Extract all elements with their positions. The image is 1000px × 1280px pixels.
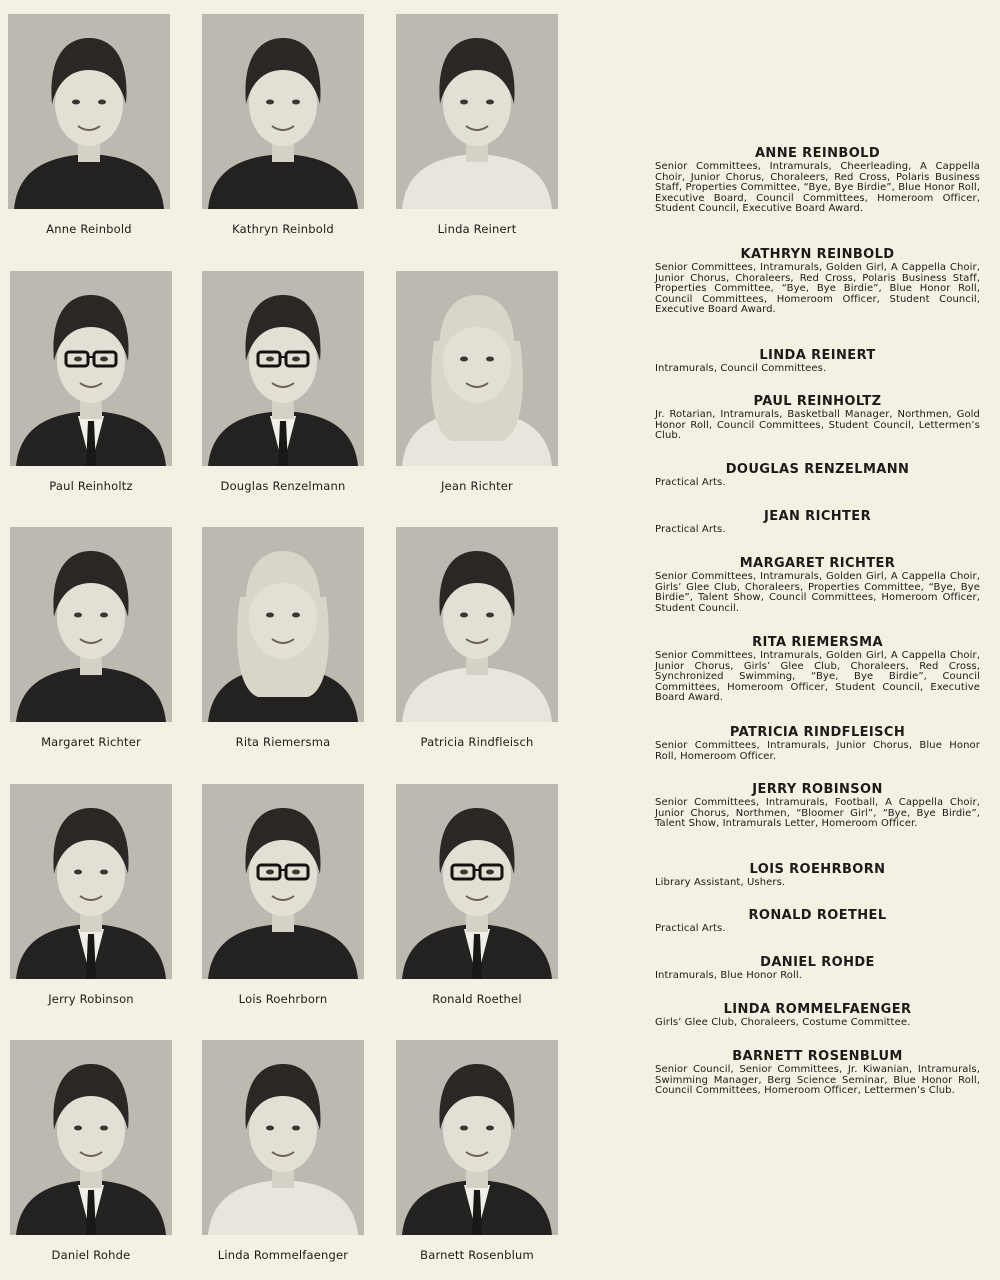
portrait-figure — [10, 784, 172, 979]
bio-entry — [655, 394, 980, 442]
portrait-photo — [396, 527, 558, 722]
eye-left — [266, 100, 274, 105]
bio-name: RONALD ROETHEL — [748, 908, 887, 923]
bio-name: JERRY ROBINSON — [752, 782, 883, 797]
portrait-card — [202, 1040, 364, 1262]
bio-entry — [655, 1002, 980, 1029]
portrait-photo — [202, 527, 364, 722]
bio-entry — [655, 556, 980, 614]
portrait-photo — [10, 527, 172, 722]
bio-name: BARNETT ROSENBLUM — [732, 1049, 903, 1064]
portrait-photo — [396, 271, 558, 466]
portrait-figure — [396, 14, 558, 209]
bio-entry — [655, 862, 980, 889]
eye-right — [486, 100, 494, 105]
eye-left — [74, 1126, 82, 1131]
eye-left — [74, 613, 82, 618]
portrait-photo — [10, 271, 172, 466]
bio-entry — [655, 247, 980, 316]
bio-entry — [655, 725, 980, 762]
portrait-caption: Jean Richter — [441, 479, 513, 493]
bio-activities: Intramurals, Blue Honor Roll. — [655, 970, 803, 981]
portrait-figure — [8, 14, 170, 209]
portrait-card — [396, 784, 558, 1006]
eye-right — [292, 100, 300, 105]
eye-right — [98, 100, 106, 105]
portrait-caption: Patricia Rindfleisch — [420, 735, 534, 749]
portrait-figure — [202, 527, 364, 722]
portrait-caption: Daniel Rohde — [51, 1248, 131, 1262]
eye-left — [460, 1126, 468, 1131]
eye-right — [100, 870, 108, 875]
bio-name: LOIS ROEHRBORN — [749, 862, 886, 877]
bio-entry — [655, 955, 980, 982]
portrait-figure — [10, 271, 172, 466]
portrait-figure — [202, 784, 364, 979]
bio-activities: Jr. Rotarian, Intramurals, Basketball Manager, Northmen, Gold Honor Roll, Council Committees, Student Council, Lettermen’s Club. — [655, 409, 980, 442]
bio-name: RITA RIEMERSMA — [752, 635, 883, 650]
bio-name: PAUL REINHOLTZ — [753, 394, 882, 409]
portrait-photo — [396, 14, 558, 209]
bio-entry — [655, 908, 980, 935]
bio-activities: Practical Arts. — [655, 524, 726, 535]
portrait-photo — [10, 784, 172, 979]
eye-left — [74, 870, 82, 875]
portrait-card — [202, 271, 364, 493]
bio-name: PATRICIA RINDFLEISCH — [729, 725, 906, 740]
portrait-card — [396, 271, 558, 493]
portrait-card — [8, 14, 170, 236]
bio-activities: Girls’ Glee Club, Choraleers, Costume Committee. — [655, 1017, 911, 1028]
bio-name: KATHRYN REINBOLD — [740, 247, 895, 262]
eye-right — [292, 870, 300, 875]
bio-activities: Senior Committees, Intramurals, Junior Chorus, Blue Honor Roll, Homeroom Officer. — [655, 740, 980, 762]
portrait-card — [10, 1040, 172, 1262]
portrait-figure — [396, 1040, 558, 1235]
portrait-photo — [396, 1040, 558, 1235]
bio-entry — [655, 782, 980, 830]
portrait-card — [10, 784, 172, 1006]
portrait-photo — [202, 271, 364, 466]
eye-left — [72, 100, 80, 105]
portrait-photo — [202, 784, 364, 979]
bio-entry — [655, 1049, 980, 1097]
eye-left — [460, 100, 468, 105]
eye-right — [100, 1126, 108, 1131]
portrait-figure — [396, 784, 558, 979]
eye-left — [460, 870, 468, 875]
portrait-figure — [202, 14, 364, 209]
eye-left — [266, 870, 274, 875]
portrait-card — [202, 527, 364, 749]
eye-right — [486, 870, 494, 875]
eye-right — [292, 1126, 300, 1131]
bio-entry — [655, 635, 980, 704]
bio-activities: Senior Committees, Intramurals, Golden Girl, A Cappella Choir, Junior Chorus, Choraleers, Red Cross, Polaris Business Staff, Properties Committee, “Bye, Bye Birdie”, Blue Honor Roll, Council Committees, Homeroom Officer, Student Council, Executive Board Award. — [655, 262, 980, 316]
eye-right — [100, 357, 108, 362]
bio-name: LINDA ROMMELFAENGER — [723, 1002, 912, 1017]
portrait-caption: Rita Riemersma — [235, 735, 331, 749]
portrait-figure — [396, 527, 558, 722]
bio-name: DOUGLAS RENZELMANN — [725, 462, 910, 477]
portrait-card — [202, 14, 364, 236]
bio-activities: Senior Committees, Intramurals, Golden Girl, A Cappella Choir, Junior Chorus, Girls’ Glee Club, Choraleers, Red Cross, Synchronized Swimming, “Bye, Bye Birdie”, Council Committees, Homeroom Officer, Student Council, Executive Board Award. — [655, 650, 980, 704]
portrait-photo — [202, 14, 364, 209]
portrait-photo — [396, 784, 558, 979]
bio-activities: Senior Committees, Intramurals, Cheerleading, A Cappella Choir, Junior Chorus, Choraleers, Red Cross, Polaris Business Staff, Properties Committee, “Bye, Bye Birdie”, Blue Honor Roll, Executive Board, Council Committees, Homeroom Officer, Student Council, Executive Board Award. — [655, 161, 980, 215]
bio-activities: Senior Council, Senior Committees, Jr. Kiwanian, Intramurals, Swimming Manager, Berg Science Seminar, Blue Honor Roll, Council Committees, Homeroom Officer, Lettermen’s Club. — [655, 1064, 980, 1097]
portrait-card — [202, 784, 364, 1006]
portrait-caption: Anne Reinbold — [46, 222, 132, 236]
bio-name: DANIEL ROHDE — [760, 955, 875, 970]
eye-right — [292, 357, 300, 362]
eye-right — [486, 357, 494, 362]
portrait-figure — [10, 1040, 172, 1235]
portrait-photo — [202, 1040, 364, 1235]
portrait-photo — [8, 14, 170, 209]
portrait-card — [396, 14, 558, 236]
portrait-caption: Jerry Robinson — [48, 992, 134, 1006]
bio-entry — [655, 462, 980, 489]
portrait-caption: Barnett Rosenblum — [420, 1248, 534, 1262]
portrait-figure — [10, 527, 172, 722]
bio-activities: Practical Arts. — [655, 477, 726, 488]
eye-left — [266, 613, 274, 618]
portrait-figure — [202, 1040, 364, 1235]
eye-right — [486, 1126, 494, 1131]
portrait-card — [396, 1040, 558, 1262]
bio-entry — [655, 146, 980, 215]
portrait-caption: Kathryn Reinbold — [232, 222, 334, 236]
portrait-figure — [202, 271, 364, 466]
bio-activities: Intramurals, Council Committees. — [655, 363, 827, 374]
bio-name: LINDA REINERT — [759, 348, 876, 363]
eye-left — [460, 613, 468, 618]
portrait-caption: Ronald Roethel — [432, 992, 522, 1006]
bio-activities: Practical Arts. — [655, 923, 726, 934]
eye-left — [460, 357, 468, 362]
bio-name: MARGARET RICHTER — [739, 556, 896, 571]
eye-left — [266, 1126, 274, 1131]
bio-activities: Senior Committees, Intramurals, Golden Girl, A Cappella Choir, Girls’ Glee Club, Choraleers, Properties Committee, “Bye, Bye Birdie”, Talent Show, Council Committees, Homeroom Officer, Student Council. — [655, 571, 980, 614]
portrait-caption: Lois Roehrborn — [238, 992, 328, 1006]
bio-entry — [655, 509, 980, 536]
portrait-card — [396, 527, 558, 749]
eye-left — [266, 357, 274, 362]
portrait-caption: Margaret Richter — [41, 735, 141, 749]
eye-right — [292, 613, 300, 618]
bio-activities: Library Assistant, Ushers. — [655, 877, 786, 888]
portrait-card — [10, 527, 172, 749]
eye-left — [74, 357, 82, 362]
eye-right — [100, 613, 108, 618]
portrait-figure — [396, 271, 558, 466]
bio-name: JEAN RICHTER — [763, 509, 871, 524]
portrait-caption: Linda Rommelfaenger — [217, 1248, 349, 1262]
eye-right — [486, 613, 494, 618]
portrait-photo — [10, 1040, 172, 1235]
bio-name: ANNE REINBOLD — [754, 146, 881, 161]
bio-entry — [655, 348, 980, 375]
portrait-caption: Douglas Renzelmann — [220, 479, 346, 493]
bio-activities: Senior Committees, Intramurals, Football, A Cappella Choir, Junior Chorus, Northmen, “Bloomer Girl”, “Bye, Bye Birdie”, Talent Show, Intramurals Letter, Homeroom Officer. — [655, 797, 980, 830]
portrait-caption: Paul Reinholtz — [49, 479, 133, 493]
portrait-caption: Linda Reinert — [437, 222, 517, 236]
portrait-card — [10, 271, 172, 493]
